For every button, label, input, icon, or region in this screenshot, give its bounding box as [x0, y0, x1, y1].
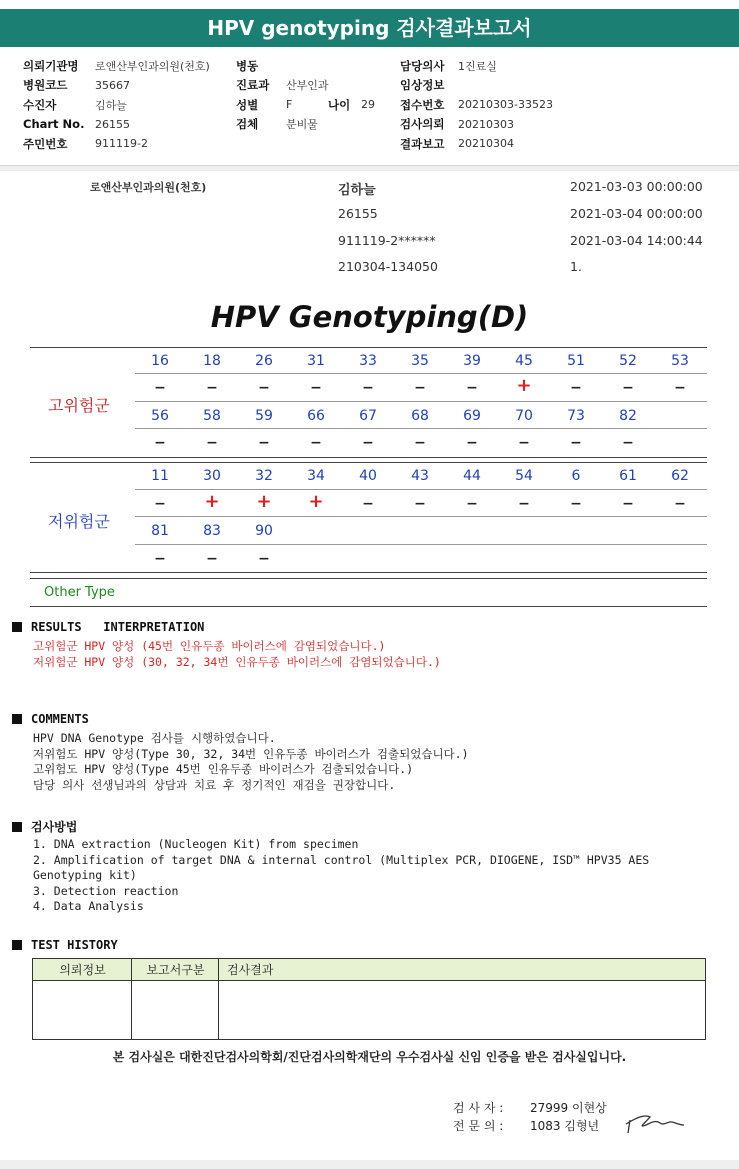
- result-negative: −: [674, 380, 686, 396]
- field-label: 결과보고: [400, 136, 445, 151]
- grid-line: [135, 489, 707, 490]
- grid-line: [30, 578, 707, 579]
- hpv-type-number: 35: [411, 353, 429, 369]
- result-negative: −: [622, 380, 634, 396]
- field-label: 성별: [236, 97, 259, 112]
- field-report-date: [400, 134, 553, 154]
- hpv-type-number: 66: [307, 408, 325, 424]
- field-sex-age: [236, 95, 375, 115]
- hpv-type-number: 67: [359, 408, 377, 424]
- grid-line: [30, 606, 707, 607]
- field-doctor: [400, 56, 553, 76]
- field-requesting-org: [23, 56, 210, 76]
- field-label: 검사의뢰: [400, 117, 445, 132]
- footer-bar: [0, 1160, 739, 1169]
- result-negative: −: [362, 380, 374, 396]
- history-col-result: 검사결과: [227, 963, 274, 977]
- result-negative: −: [154, 496, 166, 512]
- hpv-type-number: 70: [515, 408, 533, 424]
- grid-line: [30, 347, 707, 348]
- field-value: F: [286, 98, 293, 112]
- comments-line: HPV DNA Genotype 검사를 시행하였습니다.: [33, 731, 276, 745]
- grid-line: [30, 457, 707, 458]
- field-department: [236, 76, 375, 96]
- result-negative: −: [570, 496, 582, 512]
- field-value: 로앤산부인과의원(천호): [95, 59, 210, 73]
- hpv-type-number: 30: [203, 468, 221, 484]
- result-negative: −: [154, 551, 166, 567]
- hpv-type-number: 6: [571, 468, 581, 484]
- hpv-type-number: 58: [203, 408, 221, 424]
- result-negative: −: [518, 435, 530, 451]
- field-value: 29: [361, 98, 375, 112]
- patient-summary: [0, 171, 739, 281]
- result-negative: −: [414, 380, 426, 396]
- result-negative: −: [518, 496, 530, 512]
- history-col-request-info: 의뢰정보: [59, 963, 106, 977]
- field-resident-no: [23, 134, 210, 154]
- history-col-divider: [218, 959, 219, 1039]
- method-lines: [33, 837, 649, 915]
- result-positive: +: [308, 491, 324, 512]
- patient-name: 김하늘: [338, 183, 376, 198]
- chart-title: HPV Genotyping(D): [210, 300, 529, 334]
- comments-line: 저위험도 HPV 양성(Type 30, 32, 34번 인유두종 바이러스가 검출되었습니다.): [33, 746, 469, 761]
- result-negative: −: [570, 380, 582, 396]
- comments-line: 담당 의사 선생님과의 상담과 치료 후 정기적인 재검을 권장합니다.: [33, 777, 396, 792]
- hpv-type-number: 44: [463, 468, 481, 484]
- method-heading: [12, 818, 77, 835]
- hpv-type-number: 69: [463, 408, 481, 424]
- hpv-type-number: 45: [515, 353, 533, 369]
- patient-chart-no: 26155: [338, 206, 378, 221]
- result-negative: −: [622, 496, 634, 512]
- field-label: 접수번호: [400, 97, 445, 112]
- history-heading-text: TEST HISTORY: [31, 938, 118, 952]
- grid-line: [135, 428, 707, 429]
- result-negative: −: [414, 496, 426, 512]
- field-label: 진료과: [236, 78, 270, 93]
- history-heading: [12, 938, 118, 952]
- field-chart-no: [23, 115, 210, 135]
- examiner-role: 검 사 자 :: [453, 1101, 504, 1115]
- field-label: 임상정보: [400, 78, 445, 93]
- field-value: 911119-2: [95, 137, 148, 151]
- field-value: 35667: [95, 78, 130, 92]
- hpv-type-number: 54: [515, 468, 533, 484]
- hpv-type-number: 31: [307, 353, 325, 369]
- field-label: 병동: [236, 58, 259, 73]
- date-report: 2021-03-04 14:00:44: [570, 233, 703, 248]
- field-patient-name: [23, 95, 210, 115]
- patient-resident-no: 911119-2******: [338, 233, 436, 248]
- specialist-role: 전 문 의 :: [453, 1119, 504, 1133]
- field-label: 의뢰기관명: [23, 58, 79, 73]
- request-info-col1: [23, 56, 210, 154]
- hpv-type-number: 81: [151, 523, 169, 539]
- method-line: 3. Detection reaction: [33, 883, 179, 898]
- hpv-type-number: 26: [255, 353, 273, 369]
- grid-line: [30, 462, 707, 463]
- grid-line: [135, 544, 707, 545]
- test-history-table: [32, 958, 706, 1040]
- hpv-type-number: 82: [619, 408, 637, 424]
- hpv-type-number: 59: [255, 408, 273, 424]
- field-label: 담당의사: [400, 58, 445, 73]
- field-value: 26155: [95, 117, 130, 131]
- hpv-type-number: 73: [567, 408, 585, 424]
- bullet-square-icon: [12, 622, 22, 632]
- sample-no: 210304-134050: [338, 259, 438, 274]
- hpv-type-number: 11: [151, 468, 169, 484]
- method-heading-text: 검사방법: [31, 820, 78, 834]
- result-negative: −: [258, 380, 270, 396]
- comments-heading: [12, 712, 89, 726]
- field-value: 분비물: [286, 118, 318, 132]
- field-label: 검체: [236, 117, 259, 132]
- request-info-col2: [236, 56, 375, 134]
- hpv-type-number: 32: [255, 468, 273, 484]
- hpv-type-number: 39: [463, 353, 481, 369]
- field-specimen: [236, 115, 375, 135]
- hpv-type-number: 51: [567, 353, 585, 369]
- bullet-square-icon: [12, 940, 22, 950]
- result-negative: −: [258, 435, 270, 451]
- result-negative: −: [622, 435, 634, 451]
- field-value: 20210303: [458, 117, 514, 131]
- bullet-square-icon: [12, 714, 22, 724]
- grid-line: [135, 373, 707, 374]
- hpv-type-number: 61: [619, 468, 637, 484]
- result-positive: +: [256, 491, 272, 512]
- field-label: 나이: [328, 97, 351, 112]
- result-negative: −: [362, 435, 374, 451]
- method-line: Genotyping kit): [33, 868, 137, 882]
- hpv-type-number: 68: [411, 408, 429, 424]
- certification-notice: 본 검사실은 대한진단검사의학회/진단검사의학재단의 우수검사실 신임 인증을 받은 검사실입니다.: [112, 1050, 627, 1064]
- hpv-type-number: 62: [671, 468, 689, 484]
- result-negative: −: [206, 551, 218, 567]
- examiner-name: 27999 이현상: [530, 1101, 607, 1115]
- result-negative: −: [154, 435, 166, 451]
- field-value: 20210304: [458, 137, 514, 151]
- field-ward: [236, 56, 375, 76]
- high-risk-group-label: 고위험군: [48, 396, 110, 415]
- request-info-col3: [400, 56, 553, 154]
- specialist-name: 1083 김형년: [530, 1119, 600, 1133]
- low-risk-group-label: 저위험군: [48, 512, 110, 531]
- result-negative: −: [466, 496, 478, 512]
- hpv-type-number: 40: [359, 468, 377, 484]
- grid-line: [135, 516, 707, 517]
- results-line: 고위험군 HPV 양성 (45번 인유두종 바이러스에 감염되었습니다.): [33, 639, 386, 653]
- result-negative: −: [674, 496, 686, 512]
- result-negative: −: [206, 435, 218, 451]
- results-heading: [12, 620, 204, 634]
- hpv-type-number: 18: [203, 353, 221, 369]
- field-value: 산부인과: [286, 79, 329, 93]
- result-negative: −: [310, 380, 322, 396]
- date-request: 2021-03-03 00:00:00: [570, 179, 703, 194]
- field-label: Chart No.: [23, 117, 85, 132]
- field-value: 1진료실: [458, 59, 497, 73]
- results-line: 저위험군 HPV 양성 (30, 32, 34번 인유두종 바이러스에 감염되었습니다.): [33, 654, 441, 669]
- field-hospital-code: [23, 76, 210, 96]
- method-line: 1. DNA extraction (Nucleogen Kit) from specimen: [33, 837, 359, 851]
- method-line: 4. Data Analysis: [33, 899, 144, 913]
- result-negative: −: [362, 496, 374, 512]
- result-negative: −: [310, 435, 322, 451]
- field-label: 병원코드: [23, 78, 68, 93]
- hpv-type-number: 56: [151, 408, 169, 424]
- history-col-divider: [131, 959, 132, 1039]
- page-number: 1.: [570, 259, 582, 274]
- result-negative: −: [466, 380, 478, 396]
- field-label: 주민번호: [23, 136, 68, 151]
- result-negative: −: [570, 435, 582, 451]
- hpv-type-number: 16: [151, 353, 169, 369]
- result-negative: −: [414, 435, 426, 451]
- comments-line: 고위험도 HPV 양성(Type 45번 인유두종 바이러스가 검출되었습니다.): [33, 762, 414, 776]
- results-heading-text: RESULTS INTERPRETATION: [31, 620, 205, 634]
- history-col-report-type: 보고서구분: [146, 963, 205, 977]
- results-lines: [33, 639, 441, 670]
- hpv-type-number: 33: [359, 353, 377, 369]
- hpv-type-number: 83: [203, 523, 221, 539]
- grid-line: [135, 401, 707, 402]
- hpv-type-number: 52: [619, 353, 637, 369]
- result-positive: +: [516, 375, 532, 396]
- request-info-header: [0, 51, 739, 166]
- field-clinical-info: [400, 76, 553, 96]
- bullet-square-icon: [12, 822, 22, 832]
- field-request-date: [400, 115, 553, 135]
- comments-heading-text: COMMENTS: [31, 712, 89, 726]
- hospital-name: 로앤산부인과의원(천호): [90, 181, 207, 194]
- result-negative: −: [206, 380, 218, 396]
- report-title-banner: HPV genotyping 검사결과보고서: [0, 9, 739, 47]
- hpv-type-number: 90: [255, 523, 273, 539]
- field-receipt-no: [400, 95, 553, 115]
- hpv-type-number: 43: [411, 468, 429, 484]
- comments-lines: [33, 731, 469, 793]
- result-negative: −: [258, 551, 270, 567]
- date-receive: 2021-03-04 00:00:00: [570, 206, 703, 221]
- result-negative: −: [466, 435, 478, 451]
- grid-line: [30, 572, 707, 573]
- hpv-type-number: 53: [671, 353, 689, 369]
- result-positive: +: [204, 491, 220, 512]
- method-line: 2. Amplification of target DNA & internal control (Multiplex PCR, DIOGENE, ISD™ HPV35 AES: [33, 852, 650, 867]
- field-value: 20210303-33523: [458, 98, 553, 112]
- result-negative: −: [154, 380, 166, 396]
- other-type-label: Other Type: [44, 585, 115, 600]
- field-value: 김하늘: [95, 98, 127, 112]
- hpv-type-number: 34: [307, 468, 325, 484]
- field-label: 수진자: [23, 97, 57, 112]
- signature-mark: [622, 1108, 686, 1138]
